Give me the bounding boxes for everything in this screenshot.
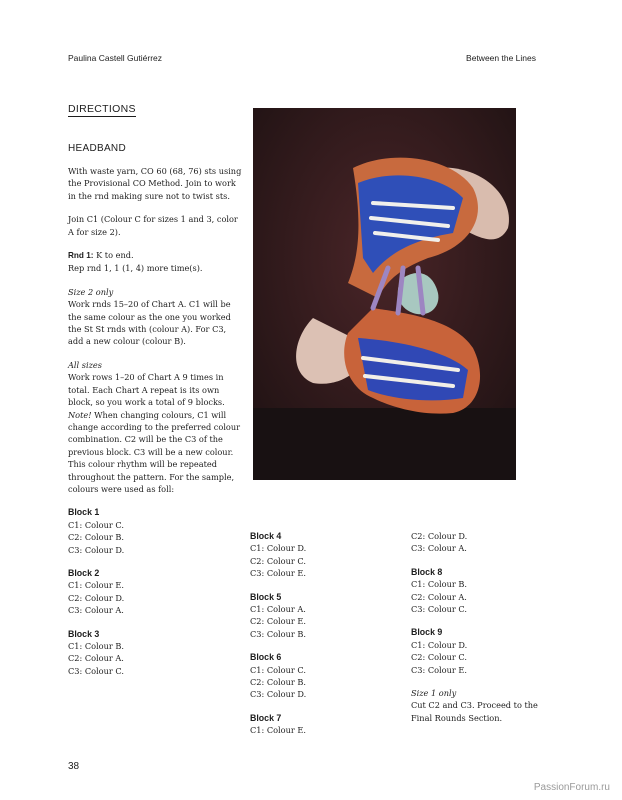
block-line: C3: Colour C.	[68, 665, 124, 676]
all-sizes-label: All sizes	[68, 359, 102, 370]
block-line: C3: Colour A.	[68, 605, 124, 616]
block-line: C1: Colour E.	[250, 725, 306, 736]
block-9	[411, 626, 561, 676]
block-title: Block 1	[68, 507, 100, 518]
block-line: C1: Colour B.	[411, 579, 467, 590]
block-7-continued	[411, 530, 561, 555]
block-line: C3: Colour C.	[411, 604, 467, 615]
block-line: C1: Colour E.	[68, 580, 124, 591]
blocks-column-3	[411, 530, 561, 724]
instructions-column	[68, 165, 244, 677]
block-title: Block 5	[250, 591, 282, 602]
block-title: Block 9	[411, 627, 443, 638]
block-line: C3: Colour E.	[250, 568, 306, 579]
all-sizes-paragraph	[68, 371, 244, 495]
note-text: When changing colours, C1 will change according to the preferred colour combination. C2 will be the C3 of the previous block. C3 will be a new colour. This colour rhythm will be repeated throughout the pattern. For the sample, colours were used as foll:	[68, 409, 241, 494]
block-5	[250, 591, 400, 641]
all-sizes-text: Work rows 1–20 of Chart A 9 times in total. Each Chart A repeat is its own block, so you work a total of 9 blocks.	[68, 372, 225, 408]
block-2	[68, 567, 244, 617]
running-header-author: Paulina Castell Gutiérrez	[68, 53, 163, 63]
block-title: Block 8	[411, 566, 443, 577]
block-line: C2: Colour E.	[250, 616, 306, 627]
block-line: C1: Colour C.	[68, 519, 124, 530]
size-2-paragraph: Work rnds 15–20 of Chart A. C1 will be the same colour as the one you worked the St St rnds with (colour A). For C3, add a new colour (colour B).	[68, 299, 231, 347]
round-1-text: K to end.	[93, 250, 134, 261]
block-line: C2: Colour C.	[250, 555, 306, 566]
repeat-paragraph: Rep rnd 1, 1 (1, 4) more time(s).	[68, 263, 203, 274]
block-line: C1: Colour D.	[411, 639, 468, 650]
block-line: C2: Colour A.	[411, 591, 467, 602]
running-header-title: Between the Lines	[466, 53, 536, 63]
block-line: C2: Colour D.	[411, 531, 468, 541]
blocks-column-2	[250, 530, 400, 737]
block-1	[68, 506, 244, 556]
block-4	[250, 530, 400, 580]
round-1-label: Rnd 1:	[68, 251, 94, 261]
block-line: C2: Colour D.	[68, 592, 125, 603]
block-line: C3: Colour A.	[411, 543, 467, 554]
block-title: Block 2	[68, 567, 100, 578]
block-line: C3: Colour B.	[250, 628, 306, 639]
cast-on-paragraph: With waste yarn, CO 60 (68, 76) sts using the Provisional CO Method. Join to work in the rnd making sure not to twist sts.	[68, 166, 242, 201]
block-8	[411, 566, 561, 616]
block-line: C1: Colour A.	[250, 604, 306, 615]
block-title: Block 7	[250, 712, 282, 723]
page-number: 38	[68, 761, 80, 772]
block-line: C3: Colour E.	[411, 664, 467, 675]
size-2-label: Size 2 only	[68, 286, 114, 297]
block-line: C1: Colour C.	[250, 664, 306, 675]
round-1-paragraph	[68, 249, 244, 262]
block-line: C2: Colour B.	[250, 677, 306, 688]
block-title: Block 3	[68, 628, 100, 639]
block-line: C1: Colour D.	[250, 543, 307, 554]
block-6	[250, 651, 400, 701]
block-7	[250, 712, 400, 737]
headband-heading: HEADBAND	[68, 143, 126, 154]
block-title: Block 4	[250, 531, 282, 541]
block-line: C2: Colour C.	[411, 652, 467, 663]
size-1-paragraph: Cut C2 and C3. Proceed to the Final Rounds Section.	[411, 700, 538, 723]
headband-photo-illustration	[253, 108, 516, 480]
block-3	[68, 628, 244, 678]
block-line: C3: Colour D.	[68, 544, 125, 555]
block-line: C2: Colour A.	[68, 653, 124, 664]
size-1-label: Size 1 only	[411, 688, 457, 699]
note-label: Note!	[68, 409, 92, 420]
block-line: C1: Colour B.	[68, 641, 124, 651]
join-paragraph: Join C1 (Colour C for sizes 1 and 3, color A for size 2).	[68, 214, 238, 237]
block-line: C3: Colour D.	[250, 689, 307, 700]
directions-heading: DIRECTIONS	[68, 103, 136, 115]
headband-photo	[253, 108, 516, 480]
block-line: C2: Colour B.	[68, 532, 124, 543]
block-title: Block 6	[250, 652, 282, 663]
watermark: PassionForum.ru	[533, 782, 610, 793]
